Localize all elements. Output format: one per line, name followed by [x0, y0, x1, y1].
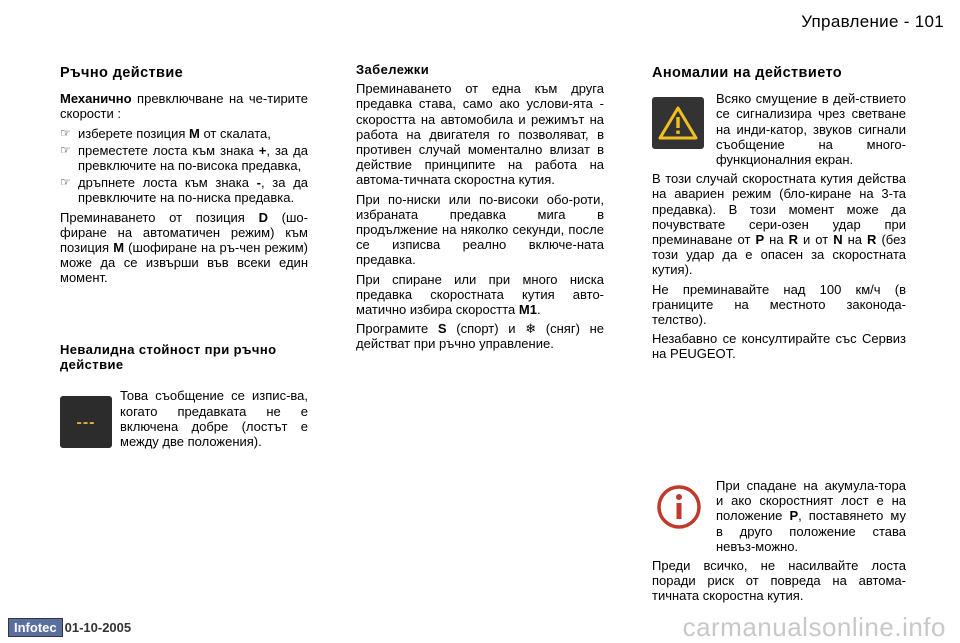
- info-paragraph-2: Преди всичко, не насилвайте лоста поради риск от повреда на автома-тичната скоростна кутия.: [652, 558, 906, 604]
- section-heading-invalid: Невалидна стойност при ръчно действие: [60, 342, 277, 373]
- info-block: [652, 478, 906, 554]
- anomalies-paragraph-3: Незабавно се консултирайте със Сервиз на PEUGEOT.: [652, 331, 906, 362]
- bullet-text: , за да превключите на по-висока предавка,: [78, 142, 308, 174]
- dashes-text: ---: [76, 413, 96, 431]
- para-text: Програмите: [356, 321, 438, 337]
- para-text: При спадане на акумула-тора и ако скоростният лост е на положение: [716, 478, 906, 524]
- para-text: Преминаването от позиция: [60, 209, 259, 225]
- column-manual-operation: [60, 62, 308, 290]
- para-bold: P: [789, 508, 799, 524]
- para-bold: R: [788, 232, 798, 248]
- warning-text: Всяко смущение в дей-ствието се сигнализира чрез светване на инди-катор, звуков сигнали съобщение на много-функционалния екран.: [716, 91, 906, 168]
- para-text: (без този удар да е опасен за скоростната кутия).: [652, 232, 906, 278]
- para-text: При спиране или при много ниска предавка скоростната кутия авто-матично избира скоростта: [356, 271, 604, 318]
- info-text: [716, 478, 906, 554]
- infotec-logo: Infotec: [8, 618, 63, 637]
- bullet-bold: M: [189, 125, 200, 141]
- footer: [8, 618, 131, 637]
- footer-date: 01-10-2005: [64, 620, 132, 635]
- column-anomalies: [652, 62, 906, 366]
- warning-block: [652, 91, 906, 167]
- para-text: на: [842, 232, 868, 248]
- watermark: carmanualsonline.info: [682, 612, 946, 642]
- intro-bold: Механично: [60, 91, 132, 107]
- dashes-display-icon: [60, 396, 112, 448]
- para-text: (спорт) и: [446, 321, 526, 337]
- section-heading-notes: Забележки: [356, 62, 430, 77]
- bullet-bold: +: [258, 142, 267, 158]
- notes-paragraph-4: [356, 321, 604, 351]
- bullet-text: от скалата,: [199, 125, 271, 141]
- intro-text: превключване на че-тирите скорости :: [60, 91, 308, 122]
- list-item: [60, 175, 308, 205]
- para-text: (сняг) не действат при ръчно управление.: [356, 321, 604, 352]
- info-circle-icon: [656, 484, 702, 530]
- para-bold: N: [833, 232, 843, 248]
- warning-triangle-icon: [652, 97, 704, 149]
- bullet-text: преместете лоста към знака: [78, 142, 259, 158]
- pointing-hand-icon: ☞: [60, 125, 71, 140]
- invalid-value-block: [60, 388, 308, 449]
- para-text: и от: [797, 232, 834, 248]
- notes-paragraph-2: При по-ниски или по-високи обо-роти, избраната предавка мига в продължение на няколко секунди, после се изписва реално включе-ната предавка.: [356, 191, 604, 268]
- section-heading-manual: Ръчно действие: [60, 65, 184, 81]
- page-header: Управление - 101: [801, 12, 944, 31]
- bullet-text: изберете позиция: [78, 125, 189, 141]
- anomalies-paragraph-1: [652, 171, 906, 277]
- section-heading-anomalies: Аномалии на действието: [652, 65, 843, 81]
- para-text: В този случай скоростната кутия действа на авариен режим (бло-киране на 3-та предавка). В този момент може да почувствате сери-озен удар при преминаване от: [652, 171, 906, 248]
- notes-paragraph-3: [356, 272, 604, 318]
- pointing-hand-icon: ☞: [60, 175, 71, 190]
- section-invalid-value: [60, 342, 308, 449]
- bullet-list: [60, 126, 308, 206]
- bullet-text: дръпнете лоста към знака: [78, 175, 257, 191]
- para-text: (шо-фиране на автоматичен режим) към позиция: [60, 209, 308, 256]
- list-item: [60, 126, 308, 141]
- column-notes: [356, 62, 604, 356]
- para-bold: P: [755, 232, 765, 248]
- invalid-value-text: Това съобщение се изпис-ва, когато предавката не е включена добре (лостът е между две положения).: [120, 388, 308, 450]
- para-text: на: [764, 232, 789, 248]
- list-item: [60, 143, 308, 173]
- para-bold: S: [437, 321, 447, 337]
- anomalies-paragraph-2: Не преминавайте над 100 км/ч (в границите на местното законода-телство).: [652, 281, 906, 328]
- para-text: .: [536, 302, 541, 318]
- notes-paragraph-1: Преминаването от една към друга предавка става, само ако услови-ята - скоростта на автомобила и режимът на работа на двигателя го позволяват, в противен случай моментално влизат в действие принципите на работа на автома-тичната скоростна кутия.: [356, 81, 604, 188]
- para-text: (шофиране на ръ-чен режим) може да се извърши във всеки един момент.: [60, 240, 308, 286]
- bullet-bold: -: [256, 175, 261, 191]
- pointing-hand-icon: ☞: [60, 142, 71, 157]
- intro-paragraph: [60, 91, 308, 121]
- section-battery-info: [652, 478, 906, 604]
- para-bold: D: [258, 209, 268, 225]
- transition-paragraph: [60, 210, 308, 286]
- bullet-text: , за да превключите на по-ниска предавка.: [78, 175, 309, 206]
- para-bold: M1: [518, 302, 537, 318]
- para-bold: M: [113, 240, 125, 256]
- para-text: , поставянето му в друго положение става невъз-можно.: [716, 508, 906, 554]
- snowflake-icon: ❄: [525, 321, 537, 337]
- para-bold: R: [867, 232, 877, 248]
